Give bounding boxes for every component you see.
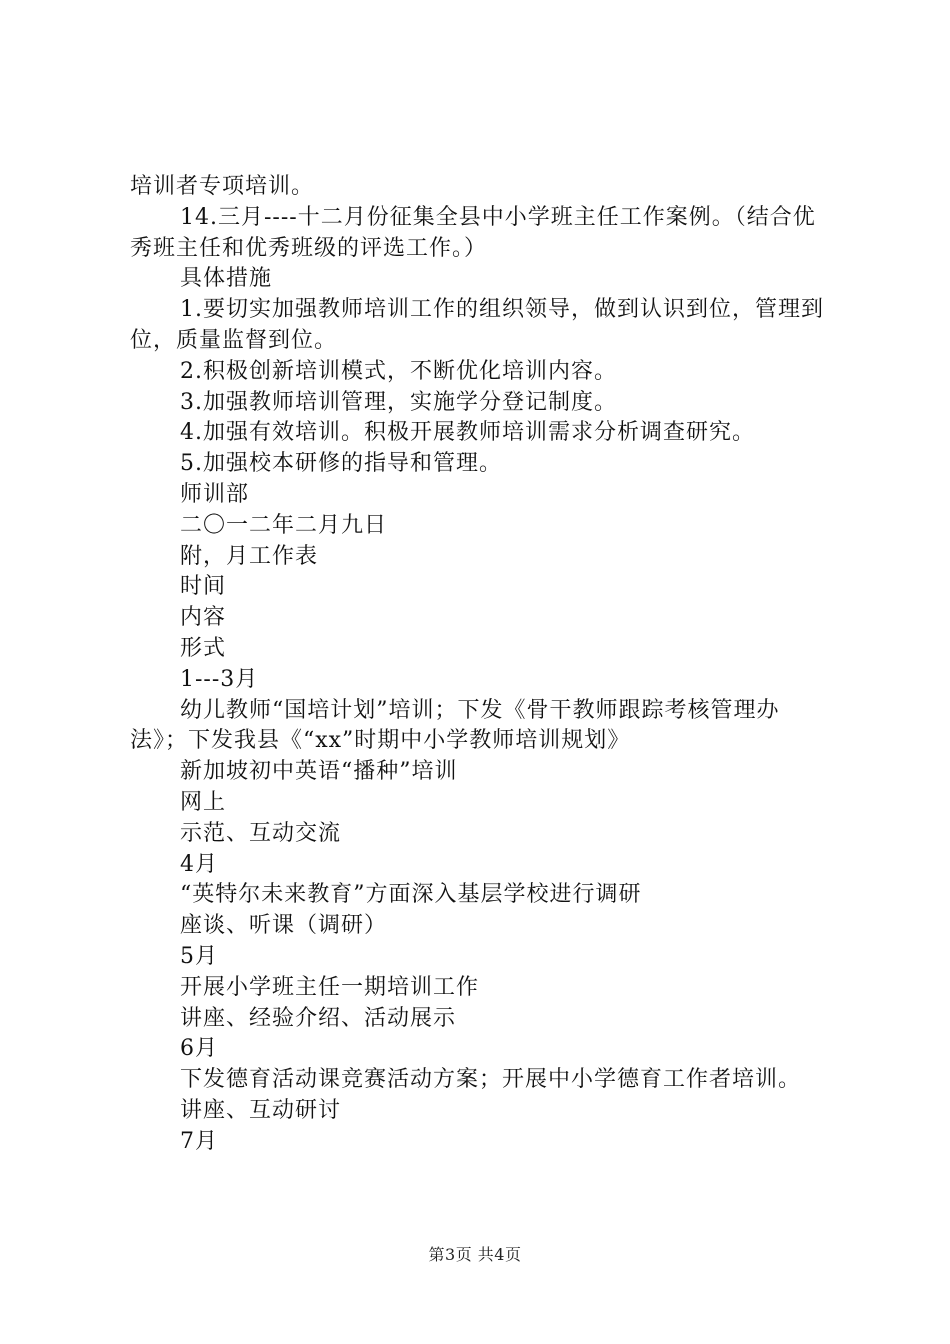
paragraph: 开展小学班主任一期培训工作 bbox=[180, 974, 480, 1000]
paragraph: 示范、互动交流 bbox=[180, 820, 342, 846]
paragraph: 内容 bbox=[180, 605, 227, 631]
paragraph: 网上 bbox=[180, 789, 227, 815]
paragraph: 讲座、经验介绍、活动展示 bbox=[180, 1005, 457, 1031]
paragraph: 时间 bbox=[180, 574, 227, 600]
paragraph: 5.加强校本研修的指导和管理。 bbox=[180, 451, 502, 477]
paragraph: 二〇一二年二月九日 bbox=[180, 512, 388, 538]
paragraph: 5月 bbox=[180, 943, 218, 969]
paragraph: 3.加强教师培训管理，实施学分登记制度。 bbox=[180, 389, 617, 415]
paragraph: “英特尔未来教育”方面深入基层学校进行调研 bbox=[180, 882, 642, 908]
paragraph: 新加坡初中英语“播种”培训 bbox=[180, 759, 458, 785]
paragraph: 座谈、听课（调研） bbox=[180, 913, 388, 939]
paragraph: 4月 bbox=[180, 851, 218, 877]
paragraph: 具体措施 bbox=[180, 266, 273, 292]
paragraph: 师训部 bbox=[180, 481, 250, 507]
paragraph: 1---3月 bbox=[180, 666, 259, 692]
paragraph: 培训者专项培训。 bbox=[130, 174, 315, 199]
paragraph: 7月 bbox=[180, 1128, 218, 1154]
paragraph: 2.积极创新培训模式，不断优化培训内容。 bbox=[180, 358, 617, 384]
page-footer: 第3页 共4页 bbox=[428, 1245, 522, 1264]
paragraph: 4.加强有效培训。积极开展教师培训需求分析调查研究。 bbox=[180, 420, 755, 446]
paragraph: 讲座、互动研讨 bbox=[180, 1097, 342, 1123]
document-body bbox=[130, 172, 835, 1158]
paragraph: 6月 bbox=[180, 1036, 218, 1062]
paragraph: 1.要切实加强教师培训工作的组织领导，做到认识到位，管理到位，质量监督到位。 bbox=[130, 297, 824, 353]
paragraph: 附，月工作表 bbox=[180, 543, 319, 569]
paragraph: 幼儿教师“国培计划”培训；下发《骨干教师跟踪考核管理办法》；下发我县《“xx”时期中小学教师培训规划》 bbox=[130, 697, 780, 754]
paragraph: 形式 bbox=[180, 635, 227, 661]
paragraph: 14.三月----十二月份征集全县中小学班主任工作案例。（结合优秀班主任和优秀班级的评选工作。） bbox=[130, 204, 816, 261]
paragraph: 下发德育活动课竞赛活动方案；开展中小学德育工作者培训。 bbox=[180, 1067, 802, 1093]
